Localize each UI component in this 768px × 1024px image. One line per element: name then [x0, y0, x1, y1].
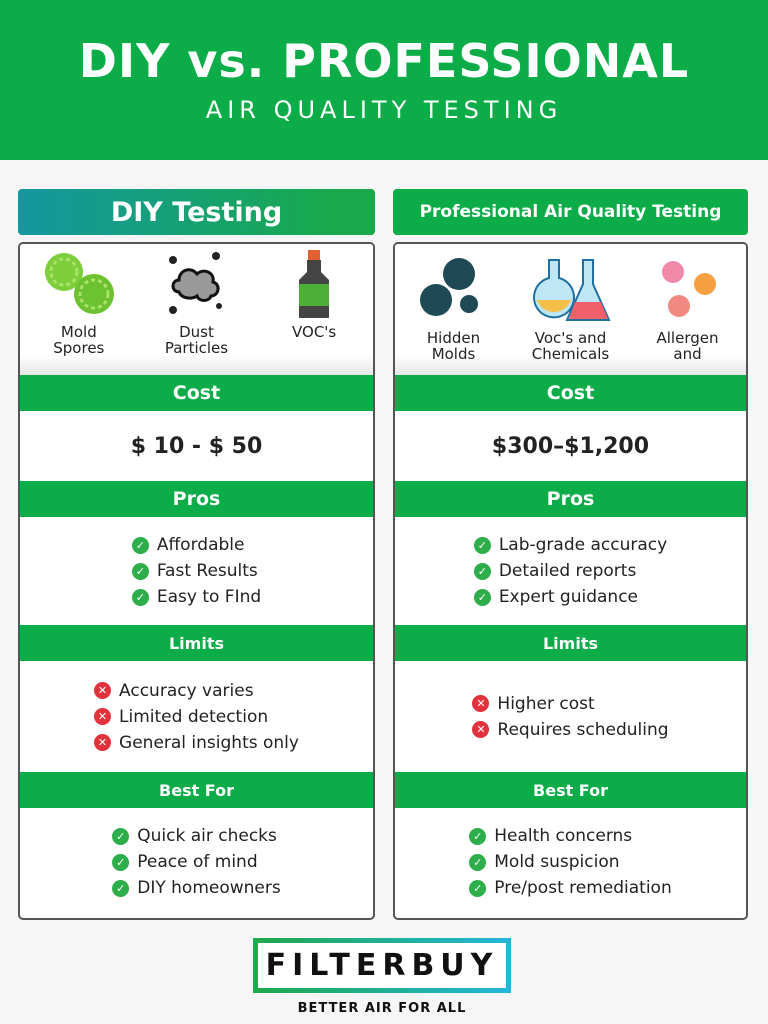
list-item	[472, 717, 668, 743]
icon-label: Dust	[179, 323, 214, 341]
icon-item	[638, 256, 738, 362]
item-text: Requires scheduling	[497, 719, 669, 740]
professional-title: Professional Air Quality Testing	[393, 189, 748, 235]
icon-item	[29, 250, 129, 356]
best-for-list	[20, 808, 373, 916]
limits-header: Limits	[395, 625, 746, 661]
limits-header: Limits	[20, 625, 373, 661]
pros-list	[20, 517, 373, 625]
allergen-icon	[653, 256, 723, 326]
cross-icon: ✕	[94, 682, 111, 699]
professional-icons	[395, 244, 746, 375]
item-text: Fast Results	[156, 561, 258, 581]
diy-title: DIY Testing	[18, 189, 375, 235]
list-item	[132, 558, 261, 584]
item-text: Expert guidance	[498, 587, 638, 607]
list-item	[132, 584, 261, 610]
item-text: Pre/post remediation	[494, 878, 672, 898]
pros-header: Pros	[395, 481, 746, 517]
cost-header: Cost	[395, 375, 746, 411]
icon-label: Particles	[164, 339, 229, 357]
dust-particles-icon	[161, 250, 231, 320]
list-item	[94, 678, 299, 704]
best-for-header: Best For	[20, 772, 373, 808]
item-text: Easy to FInd	[156, 587, 262, 607]
check-icon: ✓	[132, 589, 149, 606]
icon-item	[146, 250, 246, 356]
icon-label: Allergen	[656, 329, 719, 347]
list-item	[112, 823, 280, 849]
item-text: General insights only	[119, 732, 299, 753]
item-text: Limited detection	[119, 706, 269, 727]
professional-column	[393, 189, 748, 920]
icon-label: and	[673, 345, 702, 363]
item-text: Higher cost	[497, 693, 595, 714]
list-item	[112, 849, 280, 875]
icon-label: Voc's and	[534, 329, 607, 347]
check-icon: ✓	[132, 563, 149, 580]
cross-icon: ✕	[472, 721, 489, 738]
cost-value: $ 10 - $ 50	[130, 433, 263, 459]
limits-list	[20, 661, 373, 772]
diy-card	[18, 242, 375, 920]
list-item	[474, 584, 667, 610]
best-for-list	[395, 808, 746, 916]
item-text: Health concerns	[494, 826, 633, 846]
item-text: Affordable	[156, 535, 245, 555]
check-icon: ✓	[469, 880, 486, 897]
page-title: DIY vs. PROFESSIONAL	[78, 34, 690, 88]
icon-label: Molds	[431, 345, 476, 363]
icon-label: VOC's	[292, 323, 337, 341]
cost-header: Cost	[20, 375, 373, 411]
check-icon: ✓	[469, 854, 486, 871]
cross-icon: ✕	[94, 708, 111, 725]
best-for-header: Best For	[395, 772, 746, 808]
mold-spores-icon	[39, 250, 119, 320]
check-icon: ✓	[132, 537, 149, 554]
icon-item	[521, 256, 621, 362]
header-banner	[0, 0, 768, 160]
icon-label: Mold	[60, 323, 97, 341]
list-item	[469, 823, 671, 849]
check-icon: ✓	[112, 828, 129, 845]
list-item	[474, 558, 667, 584]
check-icon: ✓	[112, 854, 129, 871]
filterbuy-logo: FILTERBUY	[253, 938, 511, 993]
item-text: Quick air checks	[137, 826, 277, 846]
item-text: Accuracy varies	[119, 680, 254, 701]
chemicals-flask-icon	[531, 256, 611, 326]
icon-item	[264, 250, 364, 340]
pros-header: Pros	[20, 481, 373, 517]
list-item	[472, 691, 668, 717]
icon-label: Chemicals	[531, 345, 610, 363]
professional-card	[393, 242, 748, 920]
list-item	[112, 875, 280, 901]
list-item	[94, 704, 299, 730]
check-icon: ✓	[474, 589, 491, 606]
item-text: Mold suspicion	[494, 852, 620, 872]
item-text: DIY homeowners	[137, 878, 281, 898]
list-item	[94, 730, 299, 756]
diy-icons	[20, 244, 373, 375]
check-icon: ✓	[474, 537, 491, 554]
vocs-bottle-icon	[294, 250, 334, 320]
tagline: BETTER AIR FOR ALL	[297, 1001, 467, 1016]
check-icon: ✓	[469, 828, 486, 845]
cross-icon: ✕	[472, 695, 489, 712]
icon-label: Spores	[53, 339, 105, 357]
icon-item	[404, 256, 504, 362]
pros-list	[395, 517, 746, 625]
list-item	[469, 875, 671, 901]
check-icon: ✓	[112, 880, 129, 897]
icon-label: Hidden	[426, 329, 481, 347]
list-item	[469, 849, 671, 875]
diy-column	[18, 189, 375, 920]
cross-icon: ✕	[94, 734, 111, 751]
list-item	[132, 532, 261, 558]
page-subtitle: AIR QUALITY TESTING	[205, 96, 563, 124]
item-text: Lab-grade accuracy	[498, 535, 668, 555]
check-icon: ✓	[474, 563, 491, 580]
item-text: Peace of mind	[137, 852, 258, 872]
list-item	[474, 532, 667, 558]
cost-value: $300–$1,200	[491, 433, 650, 459]
limits-list	[395, 661, 746, 772]
hidden-molds-icon	[419, 256, 489, 326]
item-text: Detailed reports	[498, 561, 637, 581]
